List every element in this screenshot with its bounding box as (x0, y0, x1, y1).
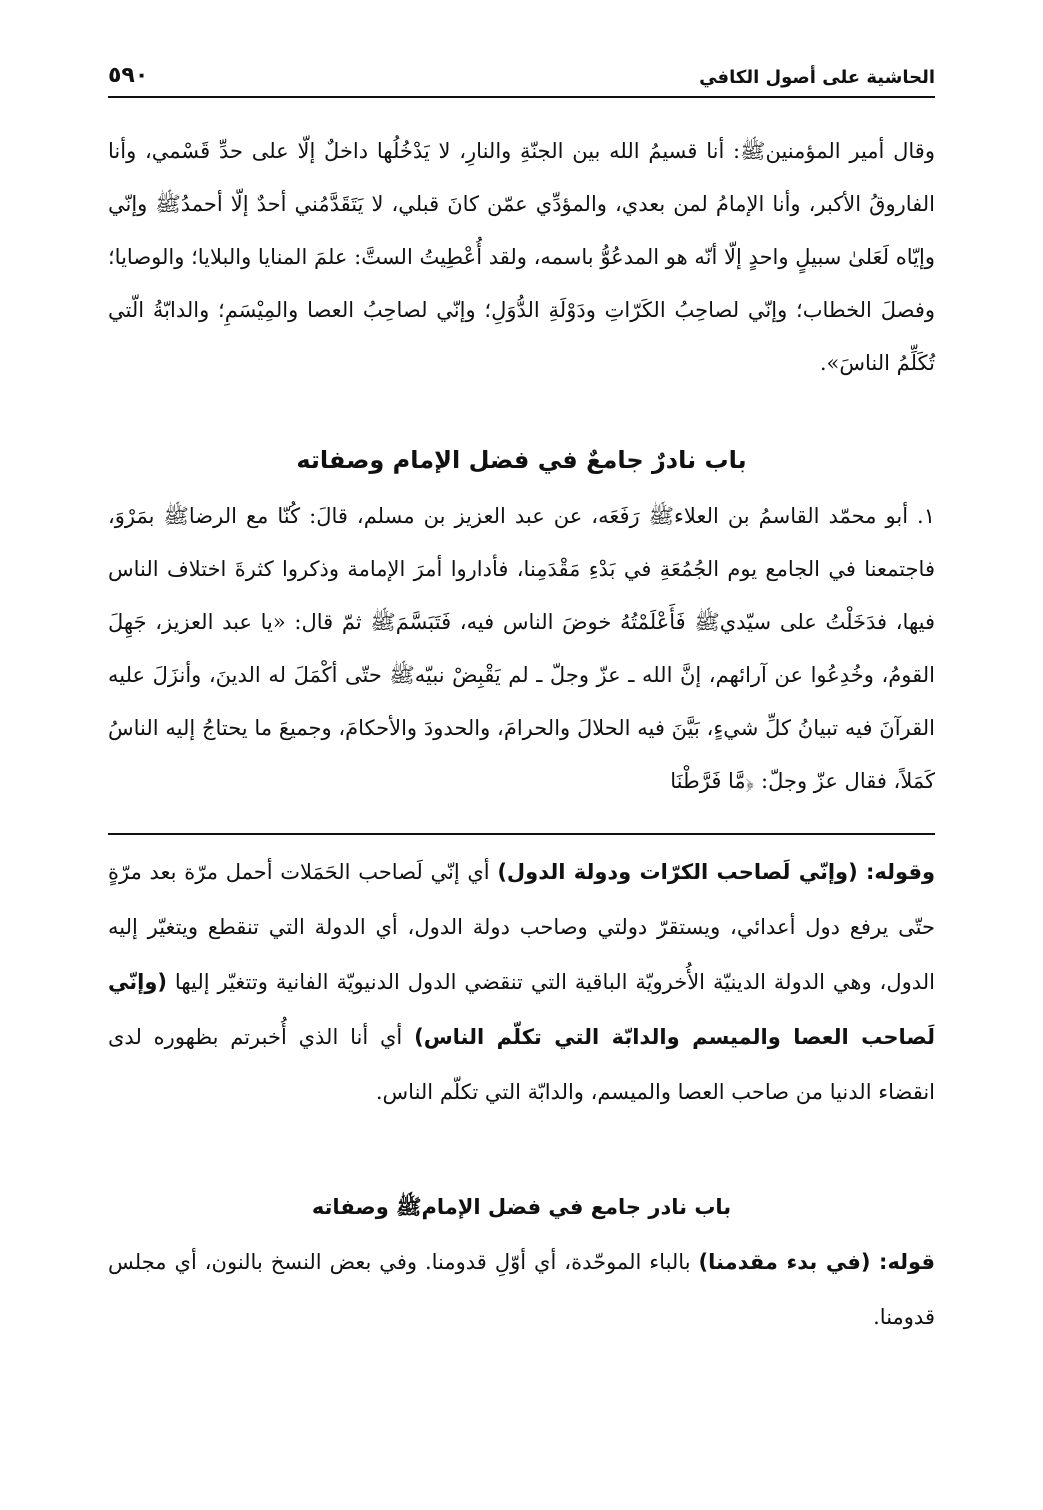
hadith-paragraph: ١. أبو محمّد القاسمُ بن العلاءﷺ رَفَعَه، عن عبد العزيز بن مسلم، قالَ: كُنّا مع الرضاﷺ بمَرْوَ، فاجتمعنا في الجامع يوم الجُمُعَةِ في بَدْءِ مَقْدَمِنا، فأداروا أمرَ الإمامة وذكروا كثرةَ اختلاف الناس فيها، فدَخَلْتُ على سيّديﷺ فَأَعْلَمْتُهُ خوضَ الناس فيه، فَتَبَسَّمَﷺ ثمّ قال: «يا عبد العزيز، جَهِلَ القومُ، وخُدِعُوا عن آرائهم، إنَّ الله ـ عزّ وجلّ ـ لم يَقْبِضْ نبيّهﷺ حتّى أكْمَلَ له الدينَ، وأنزَلَ عليه القرآنَ فيه تبيانُ كلِّ شيءٍ، بَيَّنَ فيه الحلالَ والحرامَ، والحدودَ والأحكامَ، وجميعَ ما يحتاجُ إليه الناسُ كَمَلاً، فقال عزّ وجلّ: ﴿مَّا فَرَّطْنَا (108, 504, 935, 793)
section-title: باب نادرٌ جامعٌ في فضل الإمام وصفاته (296, 446, 747, 474)
note-text: أي إنّي لَصاحب الحَمَلات أحمل مرّة بعد مرّةٍ حتّى يرفع دول أعدائي، ويستقرّ دولتي وصاحب دولة الدول، أي الدولة التي تنقطع ويتغيّر إليه الدول، وهي الدولة الدينيّة الأُخرويّة الباقية التي تنقضي الدول الدنيويّة الفانية وتتغيّر إليها (108, 860, 935, 994)
note-text: أي أنا الذي أُخبرتم بظهوره لدى انقضاء الدنيا من صاحب العصا والميسم، والدابّة التي تكلّم الناس. (108, 1025, 935, 1104)
note-label: وقوله: (857, 860, 935, 884)
note-quote: (وإنّي لَصاحب الكرّات ودولة الدول) (497, 860, 858, 884)
note-text: بالباء الموحّدة، أي أوّلِ قدومنا. وفي بعض النسخ بالنون، أي مجلس قدومنا. (108, 1250, 935, 1329)
quote-paragraph: وقال أمير المؤمنينﷺ: أنا قسيمُ الله بين الجنّةِ والنارِ، لا يَدْخُلُها داخلٌ إلّا على حدِّ قَسْمي، وأنا الفاروقُ الأكبر، وأنا الإمامُ لمن بعدي، والمؤدِّي عمّن كانَ قبلي، لا يَتَقَدَّمُني أحدٌ إلّا أحمدُﷺ وإنّي وإيّاه لَعَلىٰ سبيلٍ واحدٍ إلّا أنّه هو المدعُوُّ باسمه، ولقد أُعْطِيتُ الستَّ: علمَ المنايا والبلايا؛ والوصايا؛ وفصلَ الخطاب؛ وإنّي لصاحِبُ الكَرّاتِ ودَوْلَةِ الدُّوَلِ؛ وإنّي لصاحِبُ العصا والمِيْسَمِ؛ والدابّةُ الّتي تُكَلِّمُ الناسَ». (108, 139, 935, 375)
commentary (108, 845, 935, 1345)
commentary-note-1 (108, 845, 935, 1120)
page-number: ٥٩٠ (108, 63, 149, 88)
commentary-note-2 (108, 1235, 935, 1345)
note-quote: (وإنّي لَصاحب العصا والميسم والدابّة التي تكلّم الناس) (108, 970, 935, 1049)
running-title: الحاشية على أصول الكافي (699, 67, 935, 88)
page-header (108, 48, 935, 98)
note-label: قوله: (870, 1250, 935, 1274)
main-text (108, 125, 935, 808)
footnote-divider (108, 833, 935, 835)
note-quote: (في بدء مقدمنا) (698, 1250, 871, 1274)
commentary-section-title: باب نادر جامع في فضل الإمامﷺ وصفاته (311, 1195, 732, 1219)
